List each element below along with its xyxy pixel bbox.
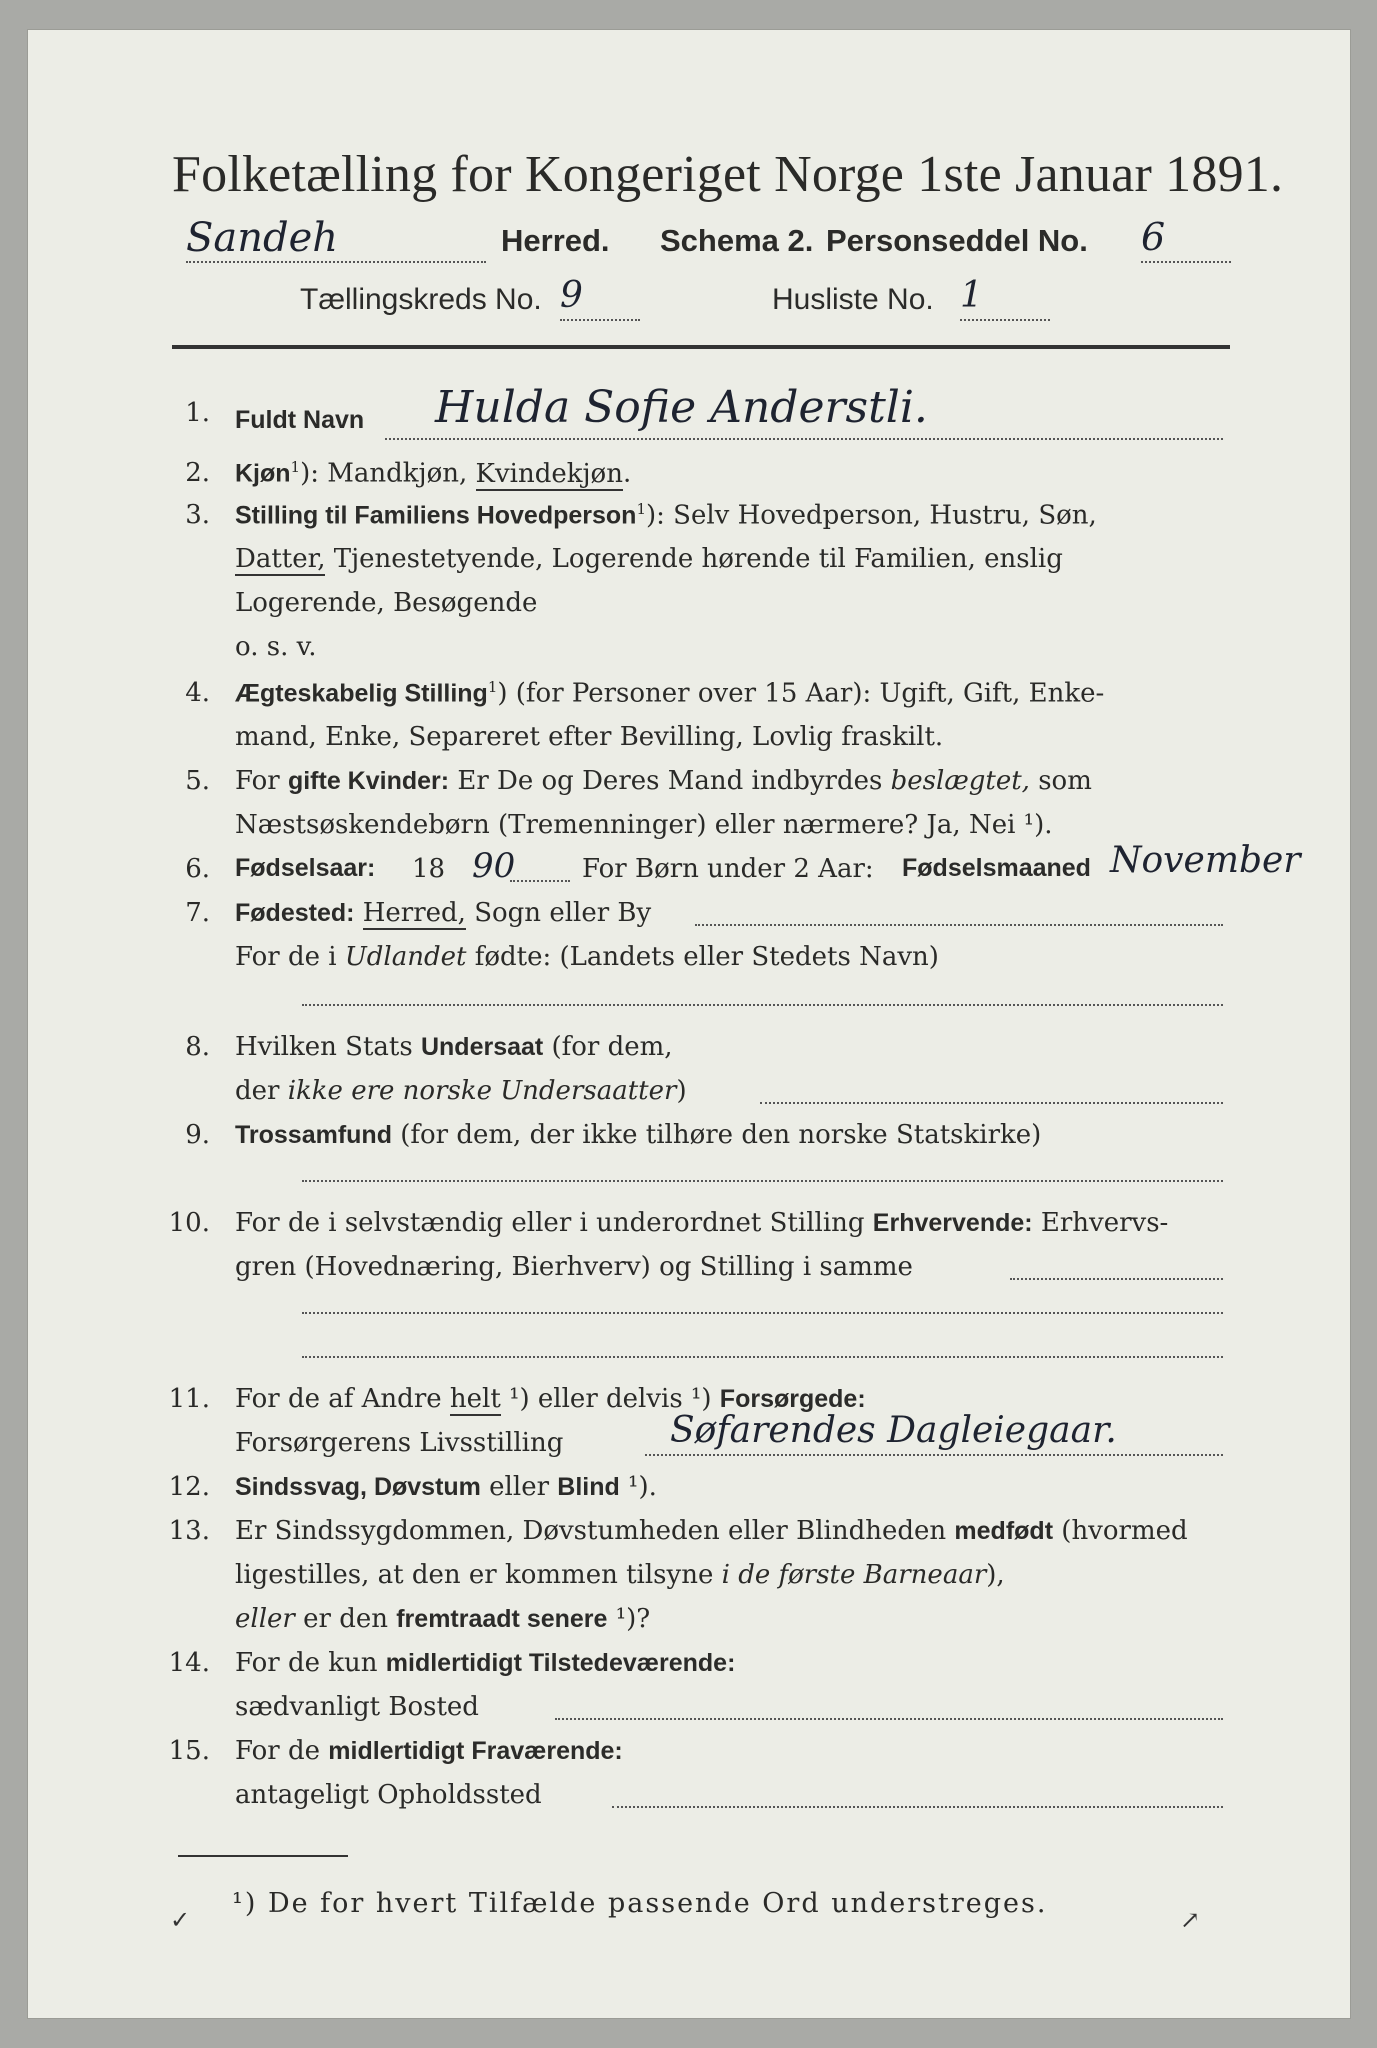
medfodt-text-2a: ligestilles, at den er kommen tilsyne xyxy=(235,1560,722,1590)
footnote-ref: 1 xyxy=(487,678,498,696)
fill-line xyxy=(555,1718,1223,1720)
taellingskreds-field xyxy=(560,275,640,321)
item-number: 15. xyxy=(168,1736,210,1766)
senere-text-b: er den xyxy=(294,1604,397,1634)
personseddel-label: Personseddel No. xyxy=(826,223,1088,258)
trossamfund-label: Trossamfund xyxy=(235,1121,392,1149)
fodested-label: Fødested: xyxy=(235,899,355,927)
kjon-label: Kjøn xyxy=(235,459,291,488)
fodselsaar-text-mid: For Børn under 2 Aar: xyxy=(582,854,874,884)
husliste-label: Husliste No. xyxy=(772,283,934,316)
undersaat-label: Undersaat xyxy=(420,1033,544,1061)
herred-field xyxy=(186,215,486,263)
stilling-selected: Datter, xyxy=(235,544,326,574)
forsorgede-label: Forsørgede: xyxy=(719,1385,866,1413)
gifte-text-2: Næstsøskendebørn (Tremenninger) eller nærmere? Ja, Nei ¹). xyxy=(235,810,1053,840)
item-number: 2. xyxy=(185,458,210,488)
aegteskab-text-2: mand, Enke, Separeret efter Bevilling, Lovlig fraskilt. xyxy=(235,722,944,752)
udland-text-c: fødte: (Landets eller Stedets Navn) xyxy=(466,942,939,972)
item-number: 10. xyxy=(168,1208,210,1238)
medfodt-text-2c: ), xyxy=(986,1560,1005,1590)
footnote-divider xyxy=(178,1855,348,1857)
sindssvag-text-a: eller xyxy=(480,1472,558,1502)
fodselsmaaned-label: Fødselsmaaned xyxy=(902,854,1091,882)
herred-label: Herred. xyxy=(501,223,610,258)
fill-line xyxy=(1010,1278,1223,1280)
item-number: 7. xyxy=(185,898,210,928)
fuldt-navn-label: Fuldt Navn xyxy=(235,406,365,434)
item-number: 8. xyxy=(185,1032,210,1062)
item-number: 6. xyxy=(185,854,210,884)
forsorger-value: Søfarendes Dagleiegaar. xyxy=(670,1410,1117,1451)
fill-line xyxy=(302,1004,1223,1006)
personseddel-field xyxy=(1141,215,1231,263)
undersaat-text-2c: ) xyxy=(676,1076,687,1106)
udland-text-b: Udlandet xyxy=(344,942,467,972)
fill-line xyxy=(385,438,1223,440)
tilstede-label: midlertidigt Tilstedeværende: xyxy=(385,1649,736,1677)
gifte-text-a: For xyxy=(235,766,288,796)
footnote-ref: 1 xyxy=(290,458,301,476)
stilling-label: Stilling til Familiens Hovedperson xyxy=(235,501,637,530)
item-number: 4. xyxy=(185,678,210,708)
pencil-mark-icon: ↗ xyxy=(1180,1906,1201,1934)
item-number: 12. xyxy=(168,1472,210,1502)
stilling-text-3: Logerende, Besøgende xyxy=(235,588,538,618)
erhverv-text-b: Erhvervs- xyxy=(1032,1208,1169,1238)
gifte-label: gifte Kvinder: xyxy=(287,767,450,795)
fill-line xyxy=(645,1454,1223,1456)
bosted-label: sædvanligt Bosted xyxy=(235,1692,479,1722)
kjon-selected: Kvindekjøn xyxy=(475,458,623,489)
document-title: Folketælling for Kongeriget Norge 1ste Januar 1891. xyxy=(172,146,1284,203)
fill-line xyxy=(612,1806,1223,1808)
stilling-text-1: ): Selv Hovedperson, Hustru, Søn, xyxy=(646,500,1097,531)
senere-label: fremtraadt senere xyxy=(396,1605,608,1633)
opholdssted-label: antageligt Opholdssted xyxy=(235,1780,542,1810)
fodselsaar-print: 18 xyxy=(412,854,446,884)
forsorgede-selected: helt xyxy=(449,1384,501,1414)
header-row-kreds xyxy=(300,275,1100,325)
medfodt-text-2b: i de første Barneaar xyxy=(721,1560,987,1590)
item-number: 5. xyxy=(185,766,210,796)
fodested-text-b: Sogn eller By xyxy=(465,898,652,928)
fill-line xyxy=(760,1102,1223,1104)
fuldt-navn-value: Hulda Sofie Anderstli. xyxy=(435,382,928,433)
erhverv-text-2: gren (Hovednæring, Bierhverv) og Stilling i samme xyxy=(235,1252,913,1282)
taellingskreds-label: Tællingskreds No. xyxy=(300,283,542,316)
schema-label: Schema 2. xyxy=(660,223,814,258)
fodselsaar-value: 90 xyxy=(472,846,516,886)
header-divider xyxy=(172,345,1230,349)
medfodt-text-a: Er Sindssygdommen, Døvstumheden eller Blindheden xyxy=(235,1516,955,1546)
footnote: ¹) De for hvert Tilfælde passende Ord understreges. xyxy=(232,1888,1048,1919)
erhverv-text-a: For de i selvstændig eller i underordnet Stilling xyxy=(235,1208,873,1238)
gifte-text-b: Er De og Deres Mand indbyrdes xyxy=(449,766,891,796)
aegteskab-text-1: ) (for Personer over 15 Aar): Ugift, Gift, Enke- xyxy=(497,678,1105,709)
blind-label: Blind xyxy=(557,1473,620,1501)
fodselsaar-label: Fødselsaar: xyxy=(235,854,376,882)
aegteskab-label: Ægteskabelig Stilling xyxy=(235,679,488,708)
forsorgede-text-c: ¹) eller delvis ¹) xyxy=(500,1384,720,1414)
fill-line xyxy=(302,1180,1223,1182)
kjon-text: ): Mandkjøn, xyxy=(300,458,476,489)
sindssvag-text-b: ¹). xyxy=(619,1472,657,1502)
erhverv-label: Erhvervende: xyxy=(872,1209,1033,1237)
husliste-field xyxy=(960,275,1050,321)
fodested-selected: Herred, xyxy=(362,898,466,928)
item-number: 14. xyxy=(168,1648,210,1678)
item-number: 11. xyxy=(168,1384,210,1414)
personseddel-value: 6 xyxy=(1141,215,1166,259)
fill-line xyxy=(302,1356,1223,1358)
undersaat-text-2b: ikke ere norske Undersaatter xyxy=(287,1076,677,1106)
forsorgede-text-a: For de af Andre xyxy=(235,1384,450,1414)
herred-value: Sandeh xyxy=(186,215,339,261)
sindssvag-label: Sindssvag, Døvstum xyxy=(235,1473,481,1501)
item-number: 9. xyxy=(185,1120,210,1150)
item-number: 1. xyxy=(185,398,210,428)
undersaat-text-a: Hvilken Stats xyxy=(235,1032,421,1062)
footnote-ref: 1 xyxy=(636,500,646,518)
udland-text-a: For de i xyxy=(235,942,345,972)
trossamfund-text: (for dem, der ikke tilhøre den norske Statskirke) xyxy=(391,1120,1042,1150)
taellingskreds-value: 9 xyxy=(560,275,583,316)
undersaat-text-b: (for dem, xyxy=(543,1032,673,1062)
item-number: 3. xyxy=(185,500,210,530)
fravaerende-label: midlertidigt Fraværende: xyxy=(328,1737,623,1765)
undersaat-text-2a: der xyxy=(235,1076,288,1106)
stilling-text-4: o. s. v. xyxy=(235,632,317,662)
senere-text-a: eller xyxy=(235,1604,295,1634)
fill-line xyxy=(695,924,1223,926)
gifte-text-d: som xyxy=(1029,766,1092,796)
medfodt-label: medfødt xyxy=(954,1517,1054,1545)
kjon-text-end: . xyxy=(622,458,632,489)
fill-line xyxy=(510,880,570,882)
gifte-text-c: beslægtet, xyxy=(890,766,1030,796)
stilling-text-2: Tjenestetyende, Logerende hørende til Familien, enslig xyxy=(325,544,1063,574)
fravaerende-text-a: For de xyxy=(235,1736,329,1766)
medfodt-text-b: (hvormed xyxy=(1053,1516,1188,1546)
tilstede-text-a: For de kun xyxy=(235,1648,386,1678)
fill-line xyxy=(302,1312,1223,1314)
husliste-value: 1 xyxy=(960,275,983,316)
item-number: 13. xyxy=(168,1516,210,1546)
senere-text-c: ¹)? xyxy=(607,1604,651,1634)
pencil-mark-icon: ✓ xyxy=(170,1906,191,1934)
header-row-herred xyxy=(176,215,1236,265)
forsorger-label: Forsørgerens Livsstilling xyxy=(235,1428,564,1458)
fodselsmaaned-value: November xyxy=(1110,840,1301,881)
